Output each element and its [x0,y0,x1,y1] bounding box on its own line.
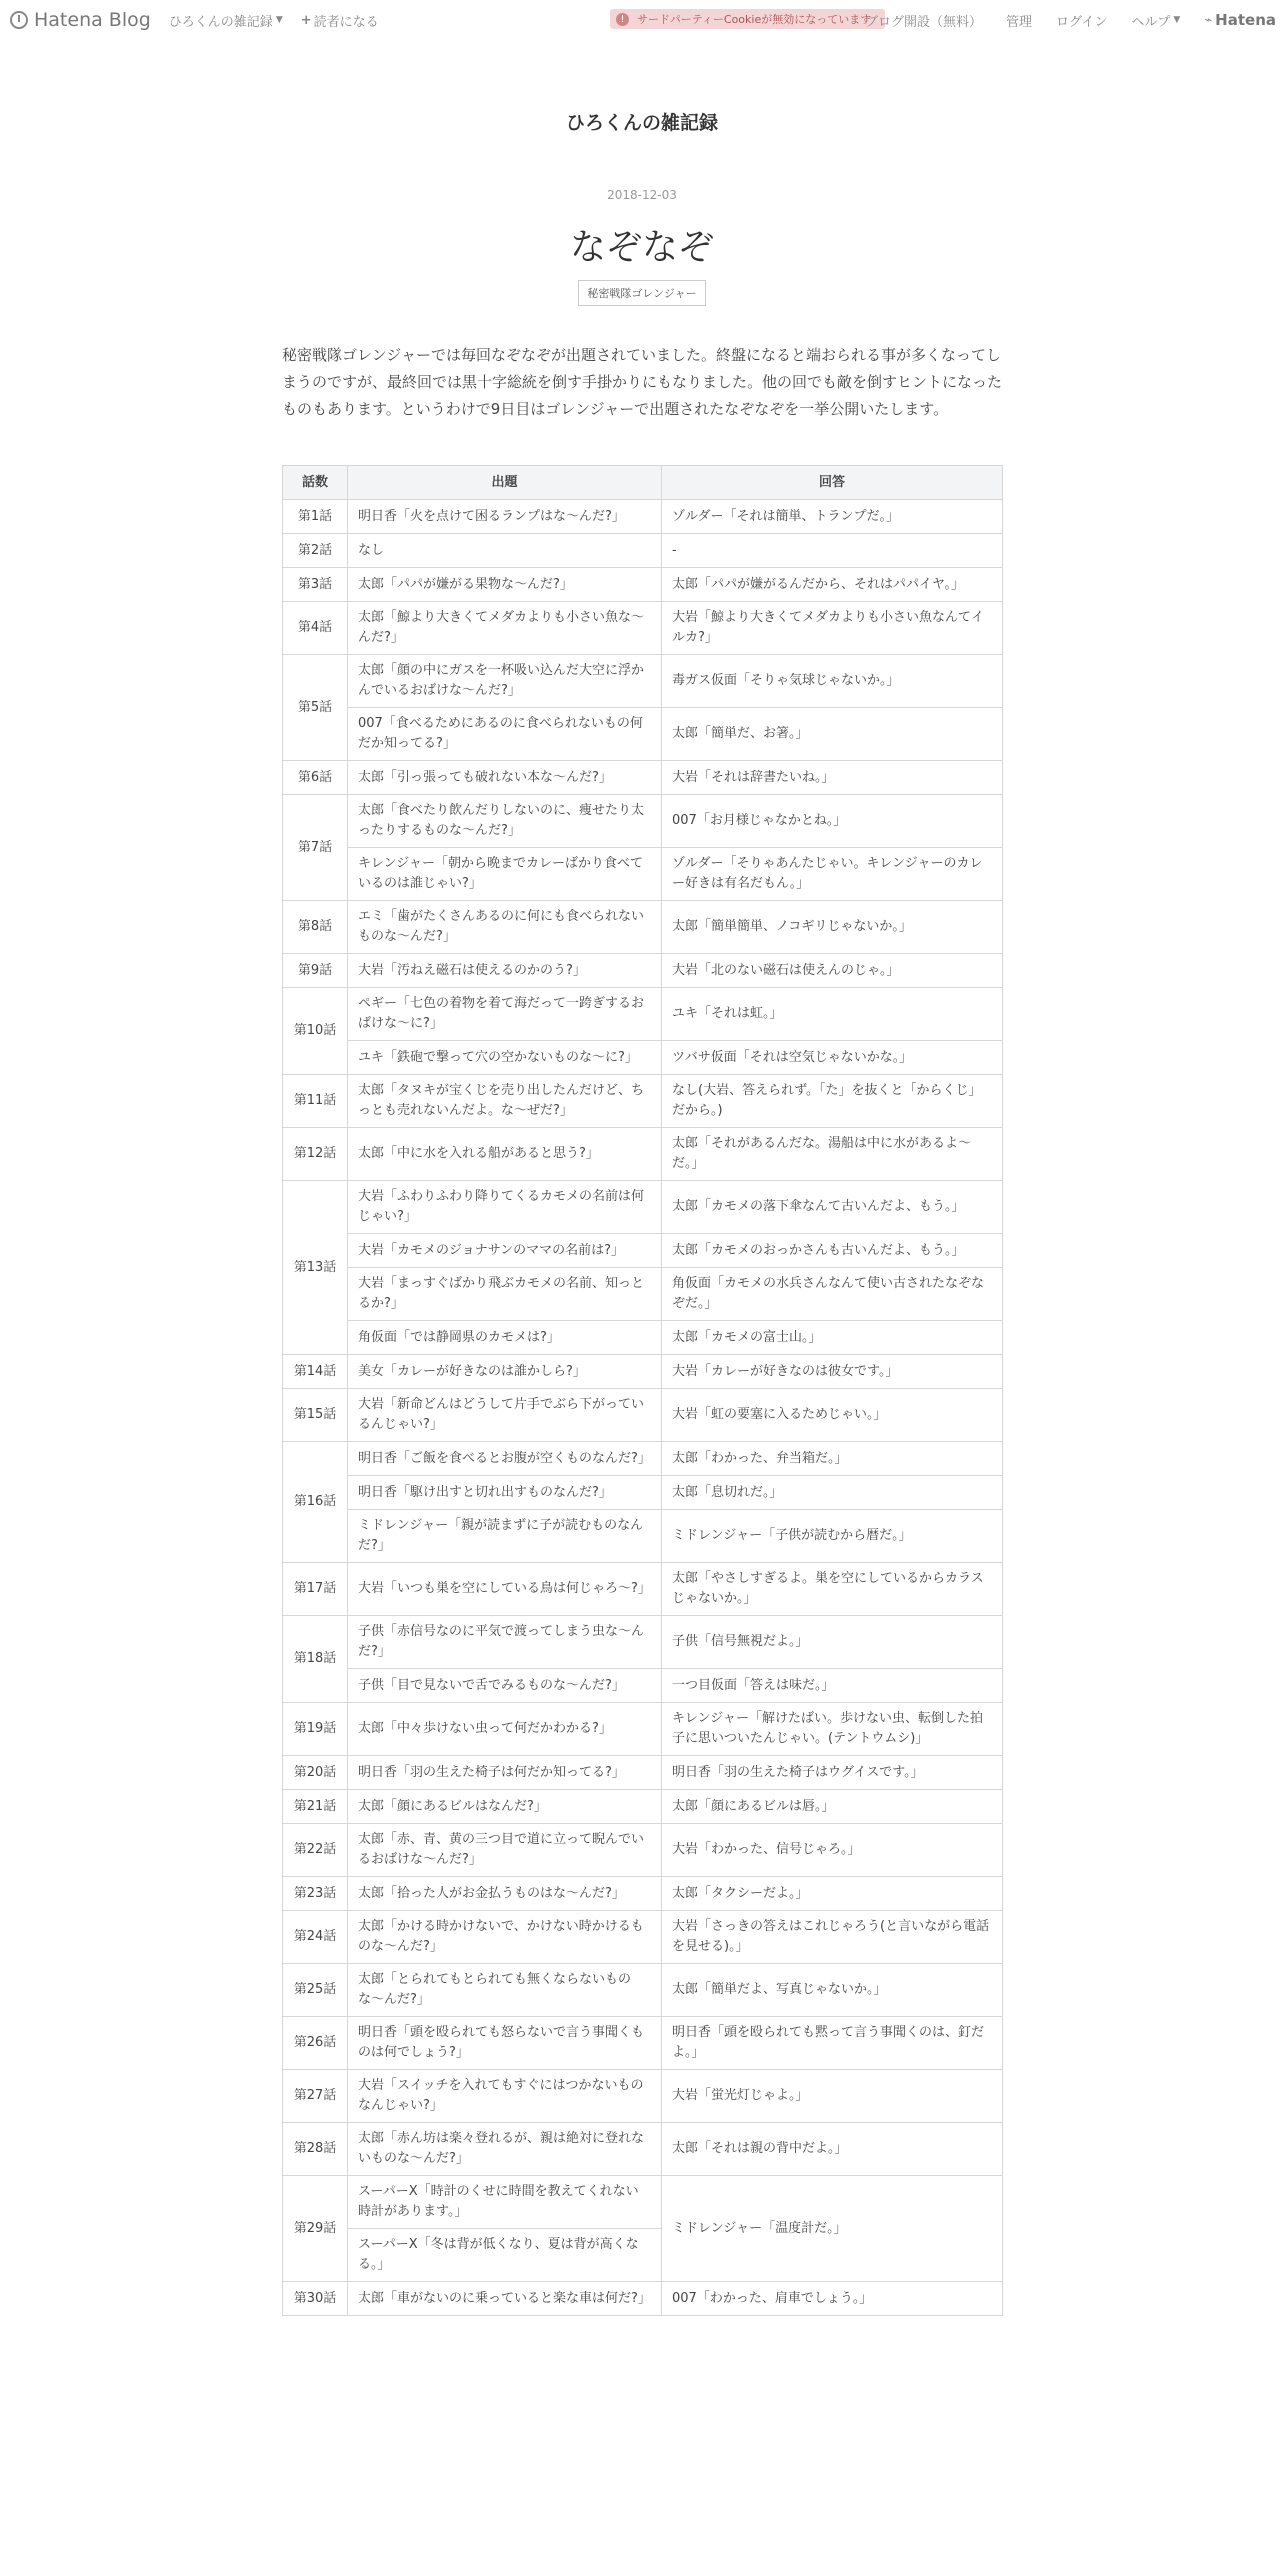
answer-cell: 太郎「それがあるんだな。湯船は中に水があるよ〜だ。」 [662,1128,1003,1181]
table-row [283,1824,1003,1877]
subscribe-button[interactable] [301,11,379,30]
table-row [283,568,1003,602]
episode-cell: 第6話 [283,761,348,795]
table-row [283,901,1003,954]
cookie-warning-text: サードパーティーCookieが無効になっています [637,13,872,26]
question-cell: 太郎「食べたり飲んだりしないのに、痩せたり太ったりするものな〜んだ?」 [348,795,662,848]
start-blog-link[interactable]: ブログ開設（無料） [865,14,983,30]
question-cell: 明日香「火を点けて困るランプはな〜んだ?」 [348,500,662,534]
episode-cell: 第18話 [283,1616,348,1703]
table-row [283,954,1003,988]
hatena-logo-icon: ⌁ [1204,12,1213,28]
episode-cell: 第14話 [283,1355,348,1389]
post-intro: 秘密戦隊ゴレンジャーでは毎回なぞなぞが出題されていました。終盤になると端おられる事が多くなってしまうのですが、最終回では黒十字総統を倒す手掛かりにもなりました。他の回でも敵を倒すヒントになったものもあります。というわけで9日目はゴレンジャーで出題されたなぞなぞを一挙公開いたします。 [282,346,1003,418]
episode-cell: 第9話 [283,954,348,988]
category-tag[interactable]: 秘密戦隊ゴレンジャー [578,280,705,306]
question-cell: ユキ「鉄砲で撃って穴の空かないものな〜に?」 [348,1041,662,1075]
post-title[interactable]: なぞなぞ [569,227,714,268]
table-row [283,1075,1003,1128]
answer-cell: ユキ「それは虹。」 [662,988,1003,1041]
answer-cell: キレンジャー「解けたばい。歩けない虫、転倒した拍子に思いついたんじゃい。(テントウムシ)」 [662,1703,1003,1756]
table-body [283,500,1003,2316]
answer-cell: ツバサ仮面「それは空気じゃないかな。」 [662,1041,1003,1075]
episode-cell: 第2話 [283,534,348,568]
question-cell: 太郎「引っ張っても破れない本な〜んだ?」 [348,761,662,795]
episode-cell: 第13話 [283,1181,348,1355]
episode-cell: 第4話 [283,602,348,655]
table-row [283,1964,1003,2017]
answer-cell: 大岩「カレーが好きなのは彼女です。」 [662,1355,1003,1389]
answer-cell: 007「お月様じゃなかとね。」 [662,795,1003,848]
chevron-down-icon: ▼ [1173,15,1181,25]
question-cell: 子供「赤信号なのに平気で渡ってしまう虫な〜んだ?」 [348,1616,662,1669]
answer-cell: 太郎「簡単だ、お箸。」 [662,708,1003,761]
hatena-logo-icon [10,11,28,29]
episode-cell: 第22話 [283,1824,348,1877]
answer-cell: 太郎「わかった、弁当箱だ。」 [662,1442,1003,1476]
hatena-label: Hatena [1215,11,1276,29]
answer-cell: 太郎「カモメの富士山。」 [662,1321,1003,1355]
episode-cell: 第8話 [283,901,348,954]
answer-cell: 明日香「頭を殴られても黙って言う事聞くのは、釘だよ。」 [662,2017,1003,2070]
blog-title[interactable]: ひろくんの雑記録 [565,112,718,134]
episode-cell: 第28話 [283,2123,348,2176]
table-row [283,1877,1003,1911]
hatena-blog-logo[interactable] [10,9,151,31]
episode-cell: 第11話 [283,1075,348,1128]
table-row [283,2123,1003,2176]
answer-cell: 大岩「蛍光灯じゃよ。」 [662,2070,1003,2123]
dashboard-link[interactable]: 管理 [1006,14,1033,30]
question-cell: 太郎「赤ん坊は楽々登れるが、親は絶対に登れないものな〜んだ?」 [348,2123,662,2176]
answer-cell: 太郎「それは親の背中だよ。」 [662,2123,1003,2176]
episode-cell: 第30話 [283,2282,348,2316]
table-row [283,2017,1003,2070]
table-row [283,708,1003,761]
blog-menu-dropdown[interactable] [169,11,283,30]
answer-cell: 大岩「それは辞書たいね。」 [662,761,1003,795]
question-cell: 美女「カレーが好きなのは誰かしら?」 [348,1355,662,1389]
header-right-menu [841,0,1276,40]
question-cell: 明日香「羽の生えた椅子は何だか知ってる?」 [348,1756,662,1790]
question-cell: 太郎「拾った人がお金払うものはな〜んだ?」 [348,1877,662,1911]
post-date[interactable]: 2018-12-03 [607,188,677,202]
hatena-menu[interactable] [1204,11,1276,29]
question-cell: 明日香「頭を殴られても怒らないで言う事聞くものは何でしょう?」 [348,2017,662,2070]
table-row [283,1563,1003,1616]
episode-cell: 第15話 [283,1389,348,1442]
header-episode: 話数 [283,466,348,500]
answer-cell: 太郎「簡単だよ、写真じゃないか。」 [662,1964,1003,2017]
answer-cell: 明日香「羽の生えた椅子はウグイスです。」 [662,1756,1003,1790]
chevron-down-icon: ▼ [275,15,283,25]
answer-cell: 一つ目仮面「答えは味だ。」 [662,1669,1003,1703]
table-row [283,534,1003,568]
table-row [283,988,1003,1041]
category-list [0,280,1284,306]
table-row [283,2282,1003,2316]
answer-cell: 角仮面「カモメの水兵さんなんて使い古されたなぞなぞだ。」 [662,1268,1003,1321]
answer-cell: 太郎「カモメの落下傘なんて古いんだよ、もう。」 [662,1181,1003,1234]
table-row [283,1128,1003,1181]
table-row [283,1703,1003,1756]
answer-cell: ミドレンジャー「子供が読むから暦だ。」 [662,1510,1003,1563]
question-cell: 太郎「中々歩けない虫って何だかわかる?」 [348,1703,662,1756]
table-row [283,1616,1003,1669]
episode-cell: 第25話 [283,1964,348,2017]
answer-cell: 太郎「やさしすぎるよ。巣を空にしているからカラスじゃないか。」 [662,1563,1003,1616]
warning-icon: ! [616,13,629,26]
question-cell: エミ「歯がたくさんあるのに何にも食べられないものな〜んだ?」 [348,901,662,954]
table-row [283,1756,1003,1790]
blog-menu-label: ひろくんの雑記録 [168,14,273,30]
answer-cell: 太郎「顔にあるビルは唇。」 [662,1790,1003,1824]
question-cell: ペギー「七色の着物を着て海だって一跨ぎするおばけな〜に?」 [348,988,662,1041]
brand-label: Hatena Blog [34,9,151,31]
answer-cell: 太郎「タクシーだよ。」 [662,1877,1003,1911]
question-cell: 太郎「パパが嫌がる果物な〜んだ?」 [348,568,662,602]
episode-cell: 第20話 [283,1756,348,1790]
answer-cell: なし(大岩、答えられず。「た」を抜くと「からくじ」だから。) [662,1075,1003,1128]
login-link[interactable]: ログイン [1056,14,1108,30]
question-cell: 大岩「汚ねえ磁石は使えるのかのう?」 [348,954,662,988]
plus-icon: + [300,12,312,28]
answer-cell: 太郎「息切れだ。」 [662,1476,1003,1510]
question-cell: 太郎「顔にあるビルはなんだ?」 [348,1790,662,1824]
table-row [283,655,1003,708]
answer-cell: - [662,534,1003,568]
answer-cell: 007「わかった、肩車でしょう。」 [662,2282,1003,2316]
question-cell: 太郎「かける時かけないで、かけない時かけるものな〜んだ?」 [348,1911,662,1964]
table-row [283,1181,1003,1234]
answer-cell: 大岩「虹の要塞に入るためじゃい。」 [662,1389,1003,1442]
table-row [283,500,1003,534]
question-cell: 太郎「鯨より大きくてメダカよりも小さい魚な〜んだ?」 [348,602,662,655]
table-row [283,1669,1003,1703]
answer-cell: 大岩「鯨より大きくてメダカよりも小さい魚なんてイルカ?」 [662,602,1003,655]
table-row [283,1476,1003,1510]
table-row [283,761,1003,795]
answer-cell: 大岩「北のない磁石は使えんのじゃ。」 [662,954,1003,988]
question-cell: 太郎「車がないのに乗っていると楽な車は何だ?」 [348,2282,662,2316]
riddle-table [282,465,1003,2316]
table-row [283,1911,1003,1964]
answer-cell: ゾルダー「そりゃあんたじゃい。キレンジャーのカレー好きは有名だもん。」 [662,848,1003,901]
question-cell: 大岩「スイッチを入れてもすぐにはつかないものなんじゃい?」 [348,2070,662,2123]
question-cell: 子供「目で見ないで舌でみるものな〜んだ?」 [348,1669,662,1703]
episode-cell: 第23話 [283,1877,348,1911]
episode-cell: 第12話 [283,1128,348,1181]
question-cell: 太郎「赤、青、黄の三つ目で道に立って睨んでいるおばけな〜んだ?」 [348,1824,662,1877]
answer-cell: ゾルダー「それは簡単、トランプだ。」 [662,500,1003,534]
table-row [283,2176,1003,2229]
table-row [283,1234,1003,1268]
question-cell: キレンジャー「朝から晩までカレーばかり食べているのは誰じゃい?」 [348,848,662,901]
table-row [283,1510,1003,1563]
question-cell: 角仮面「では静岡県のカモメは?」 [348,1321,662,1355]
question-cell: 大岩「新命どんはどうして片手でぶら下がっているんじゃい?」 [348,1389,662,1442]
question-cell: 007「食べるためにあるのに食べられないもの何だか知ってる?」 [348,708,662,761]
episode-cell: 第17話 [283,1563,348,1616]
episode-cell: 第16話 [283,1442,348,1563]
question-cell: 明日香「ご飯を食べるとお腹が空くものなんだ?」 [348,1442,662,1476]
episode-cell: 第29話 [283,2176,348,2282]
answer-cell: 大岩「さっきの答えはこれじゃろう(と言いながら電話を見せる)。」 [662,1911,1003,1964]
question-cell: 大岩「いつも巣を空にしている鳥は何じゃろ〜?」 [348,1563,662,1616]
episode-cell: 第3話 [283,568,348,602]
table-row [283,1268,1003,1321]
episode-cell: 第7話 [283,795,348,901]
episode-cell: 第5話 [283,655,348,761]
table-row [283,795,1003,848]
question-cell: 太郎「中に水を入れる船があると思う?」 [348,1128,662,1181]
header-answer: 回答 [662,466,1003,500]
answer-cell: 毒ガス仮面「そりゃ気球じゃないか。」 [662,655,1003,708]
table-header-row [283,466,1003,500]
question-cell: 太郎「タヌキが宝くじを売り出したんだけど、ちっとも売れないんだよ。な〜ぜだ?」 [348,1075,662,1128]
question-cell: 太郎「とられてもとられても無くならないものな〜んだ?」 [348,1964,662,2017]
episode-cell: 第24話 [283,1911,348,1964]
subscribe-label: 読者になる [313,14,379,30]
answer-cell: 太郎「パパが嫌がるんだから、それはパパイヤ。」 [662,568,1003,602]
table-row [283,1790,1003,1824]
question-cell: なし [348,534,662,568]
episode-cell: 第26話 [283,2017,348,2070]
table-row [283,1442,1003,1476]
table-row [283,1041,1003,1075]
question-cell: 大岩「カモメのジョナサンのママの名前は?」 [348,1234,662,1268]
episode-cell: 第27話 [283,2070,348,2123]
question-cell: ミドレンジャー「親が読まずに子が読むものなんだ?」 [348,1510,662,1563]
episode-cell: 第21話 [283,1790,348,1824]
help-label: ヘルプ [1131,14,1171,30]
episode-cell: 第19話 [283,1703,348,1756]
answer-cell: 大岩「わかった、信号じゃろ。」 [662,1824,1003,1877]
episode-cell: 第10話 [283,988,348,1075]
question-cell: 大岩「まっすぐばかり飛ぶカモメの名前、知っとるか?」 [348,1268,662,1321]
table-row [283,1389,1003,1442]
table-row [283,1355,1003,1389]
help-dropdown[interactable] [1131,11,1180,30]
table-row [283,848,1003,901]
answer-cell: 太郎「簡単簡単、ノコギリじゃないか。」 [662,901,1003,954]
table-row [283,602,1003,655]
answer-cell: 太郎「カモメのおっかさんも古いんだよ、もう。」 [662,1234,1003,1268]
answer-cell: 子供「信号無視だよ。」 [662,1616,1003,1669]
episode-cell: 第1話 [283,500,348,534]
answer-cell: ミドレンジャー「温度計だ。」 [662,2176,1003,2282]
table-row [283,2070,1003,2123]
table-row [283,1321,1003,1355]
question-cell: 明日香「駆け出すと切れ出すものなんだ?」 [348,1476,662,1510]
question-cell: 大岩「ふわりふわり降りてくるカモメの名前は何じゃい?」 [348,1181,662,1234]
question-cell: スーパーX「冬は背が低くなり、夏は背が高くなる。」 [348,2229,662,2282]
question-cell: スーパーX「時計のくせに時間を教えてくれない時計があります。」 [348,2176,662,2229]
question-cell: 太郎「顔の中にガスを一杯吸い込んだ大空に浮かんでいるおばけな〜んだ?」 [348,655,662,708]
header-question: 出題 [348,466,662,500]
